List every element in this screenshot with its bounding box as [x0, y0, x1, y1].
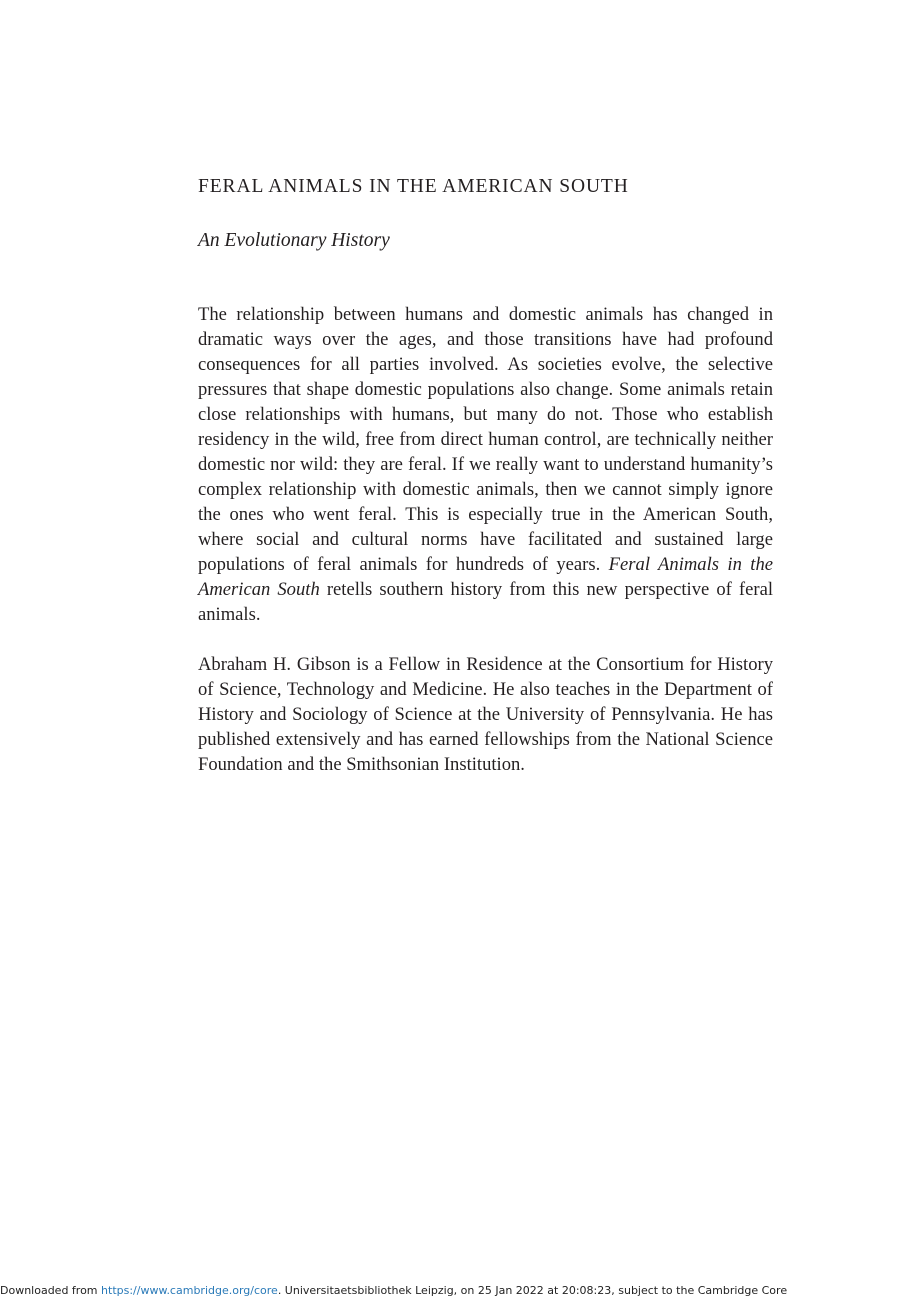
book-subtitle: An Evolutionary History	[198, 230, 390, 251]
page-content	[198, 173, 773, 777]
footer-prefix: Downloaded from	[0, 1284, 98, 1297]
download-footer	[0, 1284, 897, 1298]
book-description	[198, 302, 773, 627]
book-title: FERAL ANIMALS IN THE AMERICAN SOUTH	[198, 176, 629, 197]
author-bio: Abraham H. Gibson is a Fellow in Residence at the Consortium for History of Science, Technology and Medicine. He also teaches in the Department of History and Sociology of Science at the University of Pennsylvania. He has published extensively and has earned fellowships from the National Science Foundation and the Smithsonian Institution.	[198, 654, 773, 775]
footer-suffix: . Universitaetsbibliothek Leipzig, on 25 Jan 2022 at 20:08:23, subject to the Cambridge Core	[277, 1284, 788, 1297]
description-book-title: Feral Animals in the American South	[198, 554, 774, 600]
footer-link[interactable]: https://www.cambridge.org/core	[101, 1284, 278, 1297]
description-tail: retells southern history from this new perspective of feral animals.	[198, 579, 773, 625]
description-lead: The relationship between humans and domestic animals has changed in dramatic ways over the ages, and those transitions have had profound consequences for all parties involved. As societies evolve, the selective pressures that shape domestic populations also change. Some animals retain close relationships with humans, but many do not. Those who establish residency in the wild, free from direct human control, are technically neither domestic nor wild: they are feral. If we really want to understand humanity’s complex relationship with domestic animals, then we cannot simply ignore the ones who went feral. This is especially true in the American South, where social and cultural norms have facilitated and sustained large populations of feral animals for hundreds of years.	[198, 304, 773, 575]
